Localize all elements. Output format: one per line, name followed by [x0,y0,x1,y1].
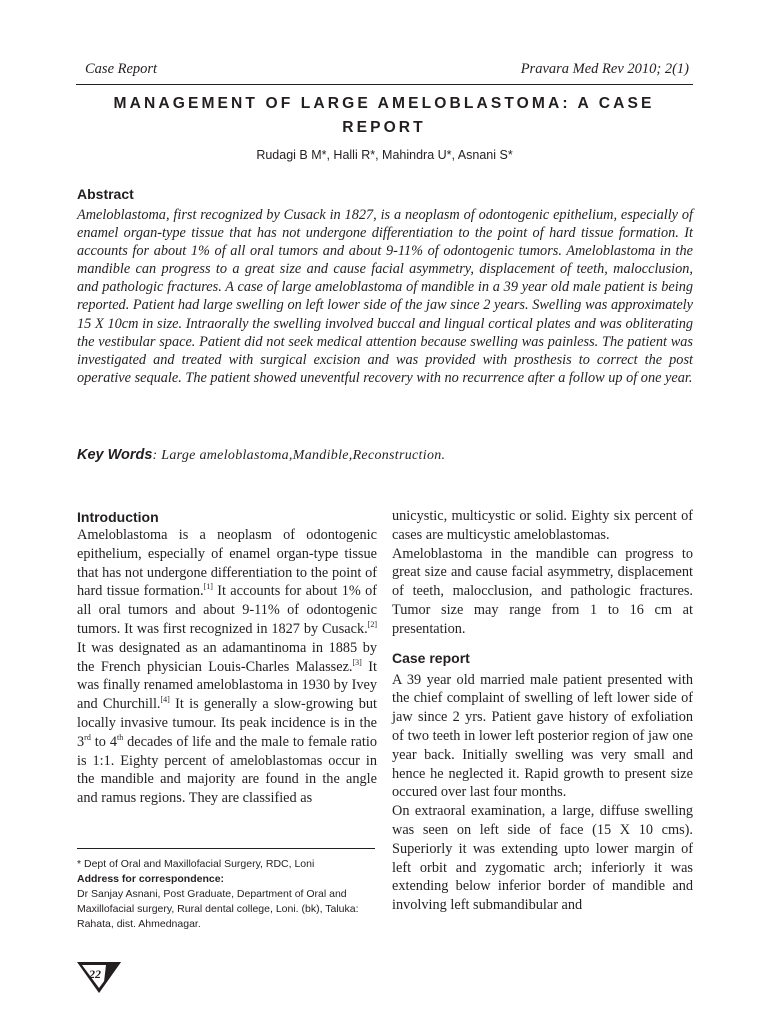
citation-ref: [3] [352,657,362,667]
footnote-address-label: Address for correspondence: [77,873,225,885]
intro-text: to 4 [90,733,117,750]
intro-text: It is generally a slow-growing but locally invasive tumour. Its peak incidence is in the 3 [77,696,377,750]
keywords-value: : Large ameloblastoma,Mandible,Reconstruction. [152,448,446,463]
ordinal-suffix: th [116,733,124,742]
ordinal-suffix: rd [84,733,91,742]
abstract-body: Ameloblastoma, first recognized by Cusack in 1827, is a neoplasm of odontogenic epithelium, especially of enamel organ-type tissue that has not undergone differentiation to the point of hard tissue formation. It accounts for about 1% of all oral tumors and about 9-11% of odontogenic tumors. Ameloblastoma in the mandible can progress to a great size and cause facial asymmetry, displacement of teeth, malocclusion, and pathologic fractures. A case of large ameloblastoma of mandible in a 39 year old male patient is being reported. Patient had large swelling on left lower side of the jaw since 2 years. Swelling was approximately 15 X 10cm in size. Intraorally the swelling involved buccal and lingual cortical plates and was obliterating the vestibular space. Patient did not seek medical attention because swelling was painless. The patient was investigated and treated with surgical excision and was provided with prosthesis to correct the post operative sequale. The patient showed uneventful recovery with no recurrence after a follow up of one year. [77,207,693,386]
running-header-section: Case Report [85,61,158,77]
introduction-heading: Introduction [77,509,159,525]
footnote-address: Dr Sanjay Asnani, Post Graduate, Department of Oral and Maxillofacial surgery, Rural dental college, Loni. (bk), Taluka: Rahata, dist. Ahmednagar. [77,888,359,930]
header-rule [76,84,693,85]
abstract-heading: Abstract [77,186,134,202]
intro-text: It was designated as an adamantinoma in 1885 by the French physician Louis-Charles Malassez. [77,639,377,675]
keywords-label: Key Words [77,447,153,463]
introduction-continued: unicystic, multicystic or solid. Eighty six percent of cases are multicystic ameloblastomas. [392,508,693,543]
case-report-paragraph-2: On extraoral examination, a large, diffuse swelling was seen on left side of face (15 X 10 cms). Superiorly it was extending upto lower margin of left orbit and zygomatic arch; inferiorly it was extending below inferior border of mandible and involving left submandibular and [392,803,693,914]
introduction-paragraph-2: Ameloblastoma in the mandible can progress to great size and cause facial asymmetry, displacement of teeth, malocclusion, and pathologic fractures. Tumor size may range from 1 to 16 cm at presentation. [392,545,693,637]
running-header-citation: Pravara Med Rev 2010; 2(1) [520,61,689,77]
citation-ref: [4] [160,695,170,705]
footnotes [77,857,375,932]
intro-text: decades of life and the male to female ratio is 1:1. Eighty percent of ameloblastomas occur in the mandible and majority are found in the angle and ramus regions. They are classified as [77,733,377,807]
author-list: Rudagi B M*, Halli R*, Mahindra U*, Asnani S* [256,148,513,162]
citation-ref: [2] [367,620,377,630]
page-number: 22 [89,967,101,981]
intro-text: It was finally renamed ameloblastoma in 1930 by Ivey and Churchill. [77,658,378,713]
footnote-affiliation: * Dept of Oral and Maxillofacial Surgery, RDC, Loni [77,858,315,870]
citation-ref: [1] [203,582,213,592]
keywords [77,447,445,464]
intro-text: Ameloblastoma is a neoplasm of odontogenic epithelium, especially of enamel organ-type tissue that has not undergone differentiation to the point of hard tissue formation. [77,527,377,600]
intro-text: It accounts for about 1% of all oral tumors and about 9-11% of odontogenic tumors. It was first recognized in 1827 by Cusack. [77,583,377,637]
introduction-body [77,526,377,808]
article-title: MANAGEMENT OF LARGE AMELOBLASTOMA: A CASE REPORT [113,95,655,136]
case-report-paragraph-1: A 39 year old married male patient presented with the chief complaint of swelling of left lower side of jaw since 2 yrs. Patient gave history of exfoliation of two teeth in lower left posterior region of jaw one year back. Initially swelling was very small and hence he neglected it. Rapid growth to present size occured over last four months. [392,671,693,801]
case-report-heading: Case report [392,649,470,666]
right-column [392,507,693,915]
footnote-rule [77,848,375,849]
